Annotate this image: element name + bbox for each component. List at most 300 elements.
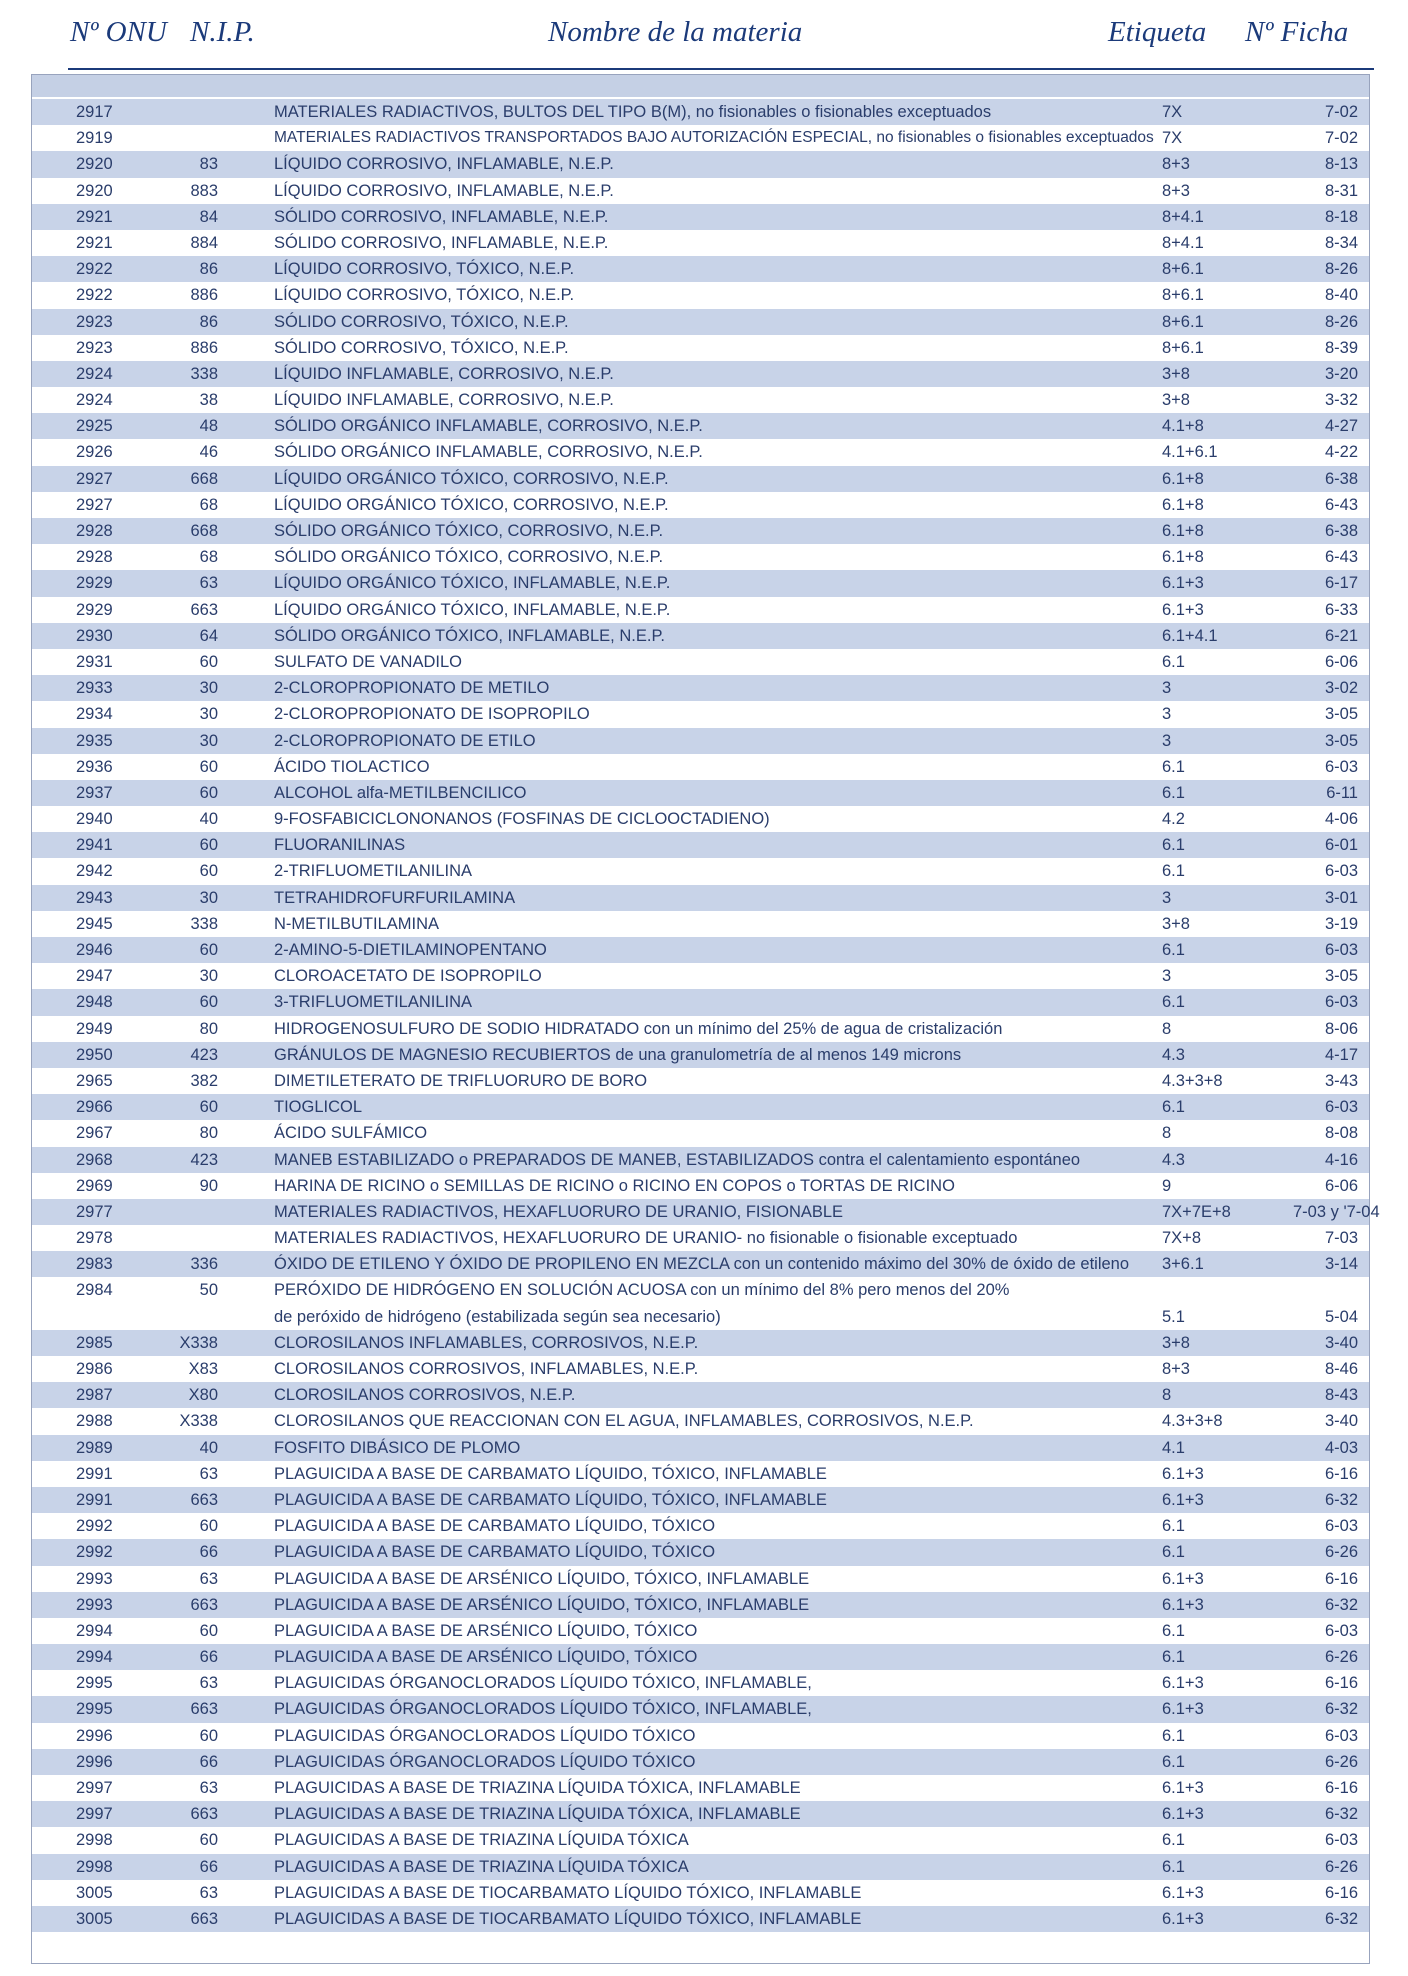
etiqueta-cell: 6.1 — [1162, 862, 1185, 881]
onu-cell: 2919 — [76, 129, 113, 148]
etiqueta-cell: 6.1+3 — [1162, 574, 1204, 593]
etiqueta-cell: 3+8 — [1162, 364, 1190, 383]
name-cell: N-METILBUTILAMINA — [274, 914, 440, 933]
etiqueta-cell: 4.3 — [1162, 1150, 1185, 1169]
name-cell: SÓLIDO ORGÁNICO TÓXICO, CORROSIVO, N.E.P. — [274, 548, 664, 567]
ficha-cell: 8-46 — [1324, 1360, 1358, 1379]
nip-cell: 60 — [199, 1831, 218, 1850]
nip-cell: 30 — [199, 967, 218, 986]
etiqueta-cell: 6.1 — [1162, 783, 1185, 802]
name-cell: PERÓXIDO DE HIDRÓGENO EN SOLUCIÓN ACUOSA con un mínimo del 8% pero menos del 20% — [274, 1281, 1010, 1300]
nip-cell: 60 — [199, 1517, 218, 1536]
onu-cell: 2935 — [76, 731, 113, 750]
table-row — [32, 1173, 1369, 1199]
etiqueta-cell: 6.1 — [1162, 1857, 1185, 1876]
onu-cell: 2969 — [76, 1176, 113, 1195]
table-row — [32, 1356, 1369, 1382]
nip-cell: 60 — [199, 1726, 218, 1745]
etiqueta-cell: 8 — [1162, 1124, 1172, 1143]
table-row — [32, 125, 1369, 151]
name-cell: 2-CLOROPROPIONATO DE ISOPROPILO — [274, 705, 590, 724]
table-row — [32, 1880, 1369, 1906]
etiqueta-cell: 6.1+3 — [1162, 1883, 1204, 1902]
ficha-cell: 6-33 — [1324, 600, 1358, 619]
ficha-cell: 3-43 — [1324, 1071, 1358, 1090]
table-row — [32, 623, 1369, 649]
name-cell: 3-TRIFLUOMETILANILINA — [274, 993, 473, 1012]
ficha-cell: 3-05 — [1324, 731, 1358, 750]
nip-cell: 66 — [199, 1857, 218, 1876]
nip-cell: 60 — [199, 783, 218, 802]
nip-cell: 64 — [199, 626, 218, 645]
etiqueta-cell: 3+8 — [1162, 1333, 1190, 1352]
etiqueta-cell: 4.3+3+8 — [1162, 1412, 1223, 1431]
table-row — [32, 806, 1369, 832]
nip-cell: 30 — [199, 679, 218, 698]
etiqueta-cell: 6.1 — [1162, 652, 1185, 671]
etiqueta-cell: 6.1+3 — [1162, 1595, 1204, 1614]
name-cell: SÓLIDO CORROSIVO, TÓXICO, N.E.P. — [274, 338, 569, 357]
ficha-cell: 3-20 — [1324, 364, 1358, 383]
table-row — [32, 858, 1369, 884]
nip-cell: 423 — [190, 1150, 218, 1169]
ficha-cell: 6-03 — [1324, 862, 1358, 881]
name-cell: PLAGUICIDA A BASE DE ARSÉNICO LÍQUIDO, TÓXICO, INFLAMABLE — [274, 1569, 810, 1588]
ficha-cell: 6-16 — [1324, 1569, 1358, 1588]
nip-cell: 663 — [190, 600, 218, 619]
ficha-cell: 8-06 — [1324, 1019, 1358, 1038]
etiqueta-cell: 6.1 — [1162, 836, 1185, 855]
nip-cell: 48 — [199, 417, 218, 436]
onu-cell: 2940 — [76, 810, 113, 829]
ficha-cell: 7-03 — [1324, 1229, 1358, 1248]
table-body — [32, 99, 1380, 1932]
nip-cell: 63 — [199, 1464, 218, 1483]
table-row — [32, 1618, 1369, 1644]
name-cell: SULFATO DE VANADILO — [274, 652, 462, 671]
table-row — [32, 518, 1369, 544]
ficha-cell: 3-40 — [1324, 1412, 1358, 1431]
table-row — [32, 1382, 1369, 1408]
onu-cell: 2948 — [76, 993, 113, 1012]
nip-cell: 663 — [190, 1490, 218, 1509]
ficha-cell: 6-03 — [1324, 757, 1358, 776]
etiqueta-cell: 6.1+3 — [1162, 1490, 1204, 1509]
ficha-cell: 6-03 — [1324, 1621, 1358, 1640]
table-row — [32, 1906, 1369, 1932]
ficha-cell: 4-17 — [1324, 1045, 1358, 1064]
onu-cell: 2965 — [76, 1071, 113, 1090]
name-cell: PLAGUICIDA A BASE DE CARBAMATO LÍQUIDO, TÓXICO — [274, 1517, 716, 1536]
header-onu: Nº ONU — [70, 16, 167, 48]
ficha-cell: 6-43 — [1324, 495, 1358, 514]
table-row — [32, 1487, 1369, 1513]
table-row — [32, 1801, 1369, 1827]
nip-cell: 60 — [199, 993, 218, 1012]
onu-cell: 2989 — [76, 1438, 113, 1457]
nip-cell: 86 — [199, 260, 218, 279]
ficha-cell: 7-02 — [1324, 129, 1358, 148]
onu-cell: 2924 — [76, 364, 113, 383]
nip-cell: 884 — [190, 233, 218, 252]
header-nip: N.I.P. — [190, 16, 255, 48]
name-cell: CLOROACETATO DE ISOPROPILO — [274, 967, 542, 986]
table-row — [32, 937, 1369, 963]
onu-cell: 2929 — [76, 574, 113, 593]
etiqueta-cell: 6.1+8 — [1162, 522, 1204, 540]
nip-cell: X83 — [188, 1360, 218, 1379]
etiqueta-cell: 8+3 — [1162, 1360, 1190, 1379]
onu-cell: 2995 — [76, 1700, 113, 1719]
name-cell: CLOROSILANOS QUE REACCIONAN CON EL AGUA, INFLAMABLES, CORROSIVOS, N.E.P. — [274, 1412, 974, 1431]
table-row — [32, 230, 1369, 256]
nip-cell: 30 — [199, 731, 218, 750]
onu-cell: 2927 — [76, 495, 113, 514]
nip-cell: 63 — [199, 574, 218, 593]
onu-cell: 2924 — [76, 391, 113, 410]
table-row — [32, 1277, 1369, 1329]
name-cell: PLAGUICIDAS A BASE DE TRIAZINA LÍQUIDA TÓXICA, INFLAMABLE — [274, 1779, 801, 1798]
table-row — [32, 1723, 1369, 1749]
etiqueta-cell: 8+3 — [1162, 155, 1190, 174]
ficha-cell: 6-06 — [1324, 652, 1358, 671]
nip-cell: 60 — [199, 1621, 218, 1640]
etiqueta-cell: 3 — [1162, 705, 1172, 724]
table-row — [32, 754, 1369, 780]
table-row — [32, 728, 1369, 754]
etiqueta-cell: 7X — [1162, 129, 1183, 148]
ficha-cell: 6-16 — [1324, 1464, 1358, 1483]
name-cell: FOSFITO DIBÁSICO DE PLOMO — [274, 1438, 521, 1457]
table-row — [32, 1199, 1380, 1225]
ficha-cell: 6-26 — [1324, 1648, 1358, 1667]
nip-cell: 86 — [199, 312, 218, 331]
nip-cell: 883 — [190, 181, 218, 200]
etiqueta-cell: 6.1+3 — [1162, 1569, 1204, 1588]
onu-cell: 2996 — [76, 1752, 113, 1771]
name-cell: SÓLIDO CORROSIVO, INFLAMABLE, N.E.P. — [274, 233, 609, 252]
ficha-cell: 6-32 — [1324, 1490, 1358, 1509]
onu-cell: 2925 — [76, 417, 113, 436]
etiqueta-cell: 6.1 — [1162, 941, 1185, 959]
nip-cell: X338 — [179, 1412, 218, 1431]
ficha-cell: 6-17 — [1324, 574, 1358, 593]
onu-cell: 2923 — [76, 338, 113, 357]
nip-cell: 668 — [190, 522, 218, 540]
name-cell: GRÁNULOS DE MAGNESIO RECUBIERTOS de una granulometría de al menos 149 microns — [274, 1045, 962, 1064]
name-cell: PLAGUICIDAS A BASE DE TRIAZINA LÍQUIDA TÓXICA — [274, 1857, 689, 1876]
name-cell: 2-AMINO-5-DIETILAMINOPENTANO — [274, 941, 547, 959]
table-row — [32, 1016, 1369, 1042]
etiqueta-cell: 6.1 — [1162, 993, 1185, 1012]
nip-cell: X338 — [179, 1333, 218, 1352]
name-cell: SÓLIDO ORGÁNICO INFLAMABLE, CORROSIVO, N.E.P. — [274, 443, 703, 462]
etiqueta-cell: 7X+7E+8 — [1162, 1202, 1231, 1221]
etiqueta-cell: 6.1+3 — [1162, 1909, 1204, 1928]
nip-cell: 382 — [190, 1071, 218, 1090]
ficha-cell: 6-26 — [1324, 1857, 1358, 1876]
ficha-cell: 5-04 — [1324, 1307, 1358, 1326]
name-cell: 2-CLOROPROPIONATO DE ETILO — [274, 731, 536, 750]
name-cell: LÍQUIDO CORROSIVO, INFLAMABLE, N.E.P. — [274, 181, 614, 200]
name-cell: PLAGUICIDAS A BASE DE TIOCARBAMATO LÍQUIDO TÓXICO, INFLAMABLE — [274, 1883, 862, 1902]
etiqueta-cell: 6.1 — [1162, 757, 1185, 776]
header-name: Nombre de la materia — [548, 16, 803, 48]
etiqueta-cell: 3 — [1162, 888, 1172, 907]
onu-cell: 2998 — [76, 1831, 113, 1850]
table-row — [32, 1513, 1369, 1539]
etiqueta-cell: 3+8 — [1162, 914, 1190, 933]
name-cell: SÓLIDO ORGÁNICO INFLAMABLE, CORROSIVO, N.E.P. — [274, 417, 703, 436]
table-row — [32, 492, 1369, 518]
etiqueta-cell: 8+4.1 — [1162, 207, 1204, 226]
etiqueta-cell: 6.1+3 — [1162, 1805, 1204, 1824]
table-row — [32, 675, 1369, 701]
table-row — [32, 335, 1369, 361]
table-row — [32, 1461, 1369, 1487]
onu-cell: 2930 — [76, 626, 113, 645]
table-row — [32, 178, 1369, 204]
name-cell: PLAGUICIDAS A BASE DE TIOCARBAMATO LÍQUIDO TÓXICO, INFLAMABLE — [274, 1909, 862, 1928]
table-row — [32, 1854, 1369, 1880]
nip-cell: 60 — [199, 862, 218, 881]
etiqueta-cell: 8+3 — [1162, 181, 1190, 200]
onu-cell: 2942 — [76, 862, 113, 881]
nip-cell: 663 — [190, 1595, 218, 1614]
nip-cell: 663 — [190, 1700, 218, 1719]
nip-cell: 68 — [199, 548, 218, 567]
ficha-cell: 4-16 — [1324, 1150, 1358, 1169]
ficha-cell: 8-26 — [1324, 312, 1358, 331]
name-cell: FLUORANILINAS — [274, 836, 406, 855]
etiqueta-cell: 6.1 — [1162, 1543, 1185, 1562]
nip-cell: 60 — [199, 836, 218, 855]
nip-cell: 84 — [199, 207, 218, 226]
table-row — [32, 570, 1369, 596]
name-cell: CLOROSILANOS CORROSIVOS, N.E.P. — [274, 1386, 576, 1405]
table-row — [32, 1696, 1369, 1722]
onu-cell: 2920 — [76, 181, 113, 200]
nip-cell: 338 — [190, 914, 218, 933]
name-cell: PLAGUICIDAS ÓRGANOCLORADOS LÍQUIDO TÓXICO — [274, 1726, 696, 1745]
table-row — [32, 597, 1369, 623]
onu-cell: 2943 — [76, 888, 113, 907]
name-cell: LÍQUIDO CORROSIVO, TÓXICO, N.E.P. — [274, 286, 575, 305]
table-row — [32, 885, 1369, 911]
ficha-cell: 6-32 — [1324, 1909, 1358, 1928]
name-cell: SÓLIDO ORGÁNICO TÓXICO, INFLAMABLE, N.E.P. — [274, 626, 665, 645]
ficha-cell: 7-02 — [1324, 103, 1358, 121]
ficha-cell: 6-03 — [1324, 993, 1358, 1012]
etiqueta-cell: 9 — [1162, 1176, 1172, 1195]
table-row — [32, 780, 1369, 806]
name-cell: MATERIALES RADIACTIVOS TRANSPORTADOS BAJO AUTORIZACIÓN ESPECIAL, no fisionables o fisionables exceptuados — [274, 129, 1154, 147]
nip-cell: 80 — [199, 1124, 218, 1143]
etiqueta-cell: 8 — [1162, 1386, 1172, 1405]
etiqueta-cell: 6.1+3 — [1162, 1700, 1204, 1719]
nip-cell: 50 — [199, 1281, 218, 1300]
ficha-cell: 8-26 — [1324, 260, 1358, 279]
nip-cell: 30 — [199, 888, 218, 907]
name-cell: ÁCIDO TIOLACTICO — [274, 757, 430, 776]
ficha-cell: 4-22 — [1324, 443, 1358, 462]
name-cell: TETRAHIDROFURFURILAMINA — [274, 888, 516, 907]
name-cell: 2-TRIFLUOMETILANILINA — [274, 862, 473, 881]
onu-cell: 2977 — [76, 1202, 113, 1221]
etiqueta-cell: 3+8 — [1162, 391, 1190, 410]
ficha-cell: 6-26 — [1324, 1752, 1358, 1771]
nip-cell: 40 — [199, 810, 218, 829]
onu-cell: 2995 — [76, 1674, 113, 1693]
table-row — [32, 1330, 1369, 1356]
etiqueta-cell: 6.1 — [1162, 1648, 1185, 1667]
table-row — [32, 99, 1369, 125]
name-cell: LÍQUIDO ORGÁNICO TÓXICO, CORROSIVO, N.E.P. — [274, 495, 669, 514]
table-row — [32, 963, 1369, 989]
nip-cell: 63 — [199, 1883, 218, 1902]
onu-cell: 2993 — [76, 1595, 113, 1614]
table-row — [32, 1749, 1369, 1775]
onu-cell: 2936 — [76, 757, 113, 776]
name-cell: ÁCIDO SULFÁMICO — [274, 1124, 428, 1143]
name-cell: PLAGUICIDAS ÓRGANOCLORADOS LÍQUIDO TÓXICO, INFLAMABLE, — [274, 1674, 812, 1693]
nip-cell: 663 — [190, 1805, 218, 1824]
name-cell: PLAGUICIDAS ÓRGANOCLORADOS LÍQUIDO TÓXICO — [274, 1752, 696, 1771]
ficha-cell: 8-34 — [1324, 233, 1358, 252]
nip-cell: 63 — [199, 1779, 218, 1798]
name-cell: PLAGUICIDAS A BASE DE TRIAZINA LÍQUIDA TÓXICA, INFLAMABLE — [274, 1805, 801, 1824]
onu-cell: 2968 — [76, 1150, 113, 1169]
ficha-cell: 6-03 — [1324, 1098, 1358, 1117]
name-cell: LÍQUIDO CORROSIVO, TÓXICO, N.E.P. — [274, 260, 575, 279]
table-row — [32, 1147, 1369, 1173]
nip-cell: 66 — [199, 1648, 218, 1667]
table-row — [32, 1094, 1369, 1120]
etiqueta-cell: 8+6.1 — [1162, 312, 1204, 331]
onu-cell: 2996 — [76, 1726, 113, 1745]
onu-cell: 2992 — [76, 1517, 113, 1536]
onu-cell: 2947 — [76, 967, 113, 986]
table-row — [32, 1068, 1369, 1094]
table-row — [32, 1435, 1369, 1461]
nip-cell: 336 — [190, 1255, 218, 1274]
nip-cell: 68 — [199, 495, 218, 514]
onu-cell: 3005 — [76, 1883, 113, 1902]
table-row — [32, 387, 1369, 413]
onu-cell: 3005 — [76, 1909, 113, 1928]
ficha-cell: 4-03 — [1324, 1438, 1358, 1457]
onu-cell: 2993 — [76, 1569, 113, 1588]
etiqueta-cell: 8 — [1162, 1019, 1172, 1038]
onu-cell: 2946 — [76, 941, 113, 959]
ficha-cell: 6-26 — [1324, 1543, 1358, 1562]
table-row — [32, 1775, 1369, 1801]
name-cell: PLAGUICIDA A BASE DE CARBAMATO LÍQUIDO, TÓXICO, INFLAMABLE — [274, 1490, 827, 1509]
table-top-band — [32, 75, 1369, 97]
table-row — [32, 1251, 1369, 1277]
header-ficha: Nº Ficha — [1245, 16, 1349, 48]
nip-cell: 60 — [199, 757, 218, 776]
name-cell: LÍQUIDO ORGÁNICO TÓXICO, INFLAMABLE, N.E.P. — [274, 600, 671, 619]
nip-cell: 668 — [190, 469, 218, 488]
onu-cell: 2950 — [76, 1045, 113, 1064]
onu-cell: 2988 — [76, 1412, 113, 1431]
etiqueta-cell: 6.1+3 — [1162, 1779, 1204, 1798]
onu-cell: 2997 — [76, 1779, 113, 1798]
onu-cell: 2949 — [76, 1019, 113, 1038]
nip-cell: 30 — [199, 705, 218, 724]
nip-cell: 663 — [190, 1909, 218, 1928]
ficha-cell: 3-05 — [1324, 967, 1358, 986]
onu-cell: 2997 — [76, 1805, 113, 1824]
table-row — [32, 1827, 1369, 1853]
ficha-cell: 6-03 — [1324, 1831, 1358, 1850]
onu-cell: 2928 — [76, 522, 113, 540]
nip-cell: 60 — [199, 1098, 218, 1117]
name-cell: PLAGUICIDA A BASE DE ARSÉNICO LÍQUIDO, TÓXICO, INFLAMABLE — [274, 1595, 810, 1614]
etiqueta-cell: 6.1+8 — [1162, 495, 1204, 514]
name-cell: ÓXIDO DE ETILENO Y ÓXIDO DE PROPILENO EN MEZCLA con un contenido máximo del 30% de óxido de etileno — [274, 1255, 1130, 1274]
table-row — [32, 361, 1369, 387]
onu-cell: 2931 — [76, 652, 113, 671]
etiqueta-cell: 6.1 — [1162, 1726, 1185, 1745]
onu-cell: 2927 — [76, 469, 113, 488]
table-row — [32, 309, 1369, 335]
name-cell: HIDROGENOSULFURO DE SODIO HIDRATADO con un mínimo del 25% de agua de cristalización — [274, 1019, 1003, 1038]
onu-cell: 2983 — [76, 1255, 113, 1274]
table-row — [32, 544, 1369, 570]
onu-cell: 2991 — [76, 1464, 113, 1483]
nip-cell: 60 — [199, 652, 218, 671]
etiqueta-cell: 8+6.1 — [1162, 286, 1204, 305]
onu-cell: 2991 — [76, 1490, 113, 1509]
etiqueta-cell: 3 — [1162, 679, 1172, 698]
name-cell: PLAGUICIDA A BASE DE ARSÉNICO LÍQUIDO, TÓXICO — [274, 1648, 698, 1667]
ficha-cell: 8-08 — [1324, 1124, 1358, 1143]
table-row — [32, 1042, 1369, 1068]
header-divider — [68, 68, 1374, 70]
ficha-cell: 3-05 — [1324, 705, 1358, 724]
table-row — [32, 1670, 1369, 1696]
ficha-cell: 8-31 — [1324, 181, 1358, 200]
ficha-cell: 8-39 — [1324, 338, 1358, 357]
onu-cell: 2941 — [76, 836, 113, 855]
ficha-cell: 6-03 — [1324, 941, 1358, 959]
table-row — [32, 1539, 1369, 1565]
etiqueta-cell: 6.1 — [1162, 1752, 1185, 1771]
onu-cell: 2926 — [76, 443, 113, 462]
table-row — [32, 701, 1369, 727]
name-cell: ALCOHOL alfa-METILBENCILICO — [274, 783, 527, 802]
etiqueta-cell: 6.1+8 — [1162, 548, 1204, 567]
table-row — [32, 1566, 1369, 1592]
ficha-cell: 4-27 — [1324, 417, 1358, 436]
nip-cell: 63 — [199, 1569, 218, 1588]
name-cell: SÓLIDO ORGÁNICO TÓXICO, CORROSIVO, N.E.P. — [274, 522, 664, 540]
etiqueta-cell: 3 — [1162, 967, 1172, 986]
nip-cell: 38 — [199, 391, 218, 410]
ficha-cell: 3-32 — [1324, 391, 1358, 410]
onu-cell: 2986 — [76, 1360, 113, 1379]
onu-cell: 2920 — [76, 155, 113, 174]
nip-cell: 423 — [190, 1045, 218, 1064]
onu-cell: 2917 — [76, 103, 113, 121]
name-cell: PLAGUICIDA A BASE DE CARBAMATO LÍQUIDO, TÓXICO, INFLAMABLE — [274, 1464, 827, 1483]
ficha-cell: 3-14 — [1324, 1255, 1358, 1274]
onu-cell: 2921 — [76, 207, 113, 226]
table-row — [32, 256, 1369, 282]
table-row — [32, 151, 1369, 177]
